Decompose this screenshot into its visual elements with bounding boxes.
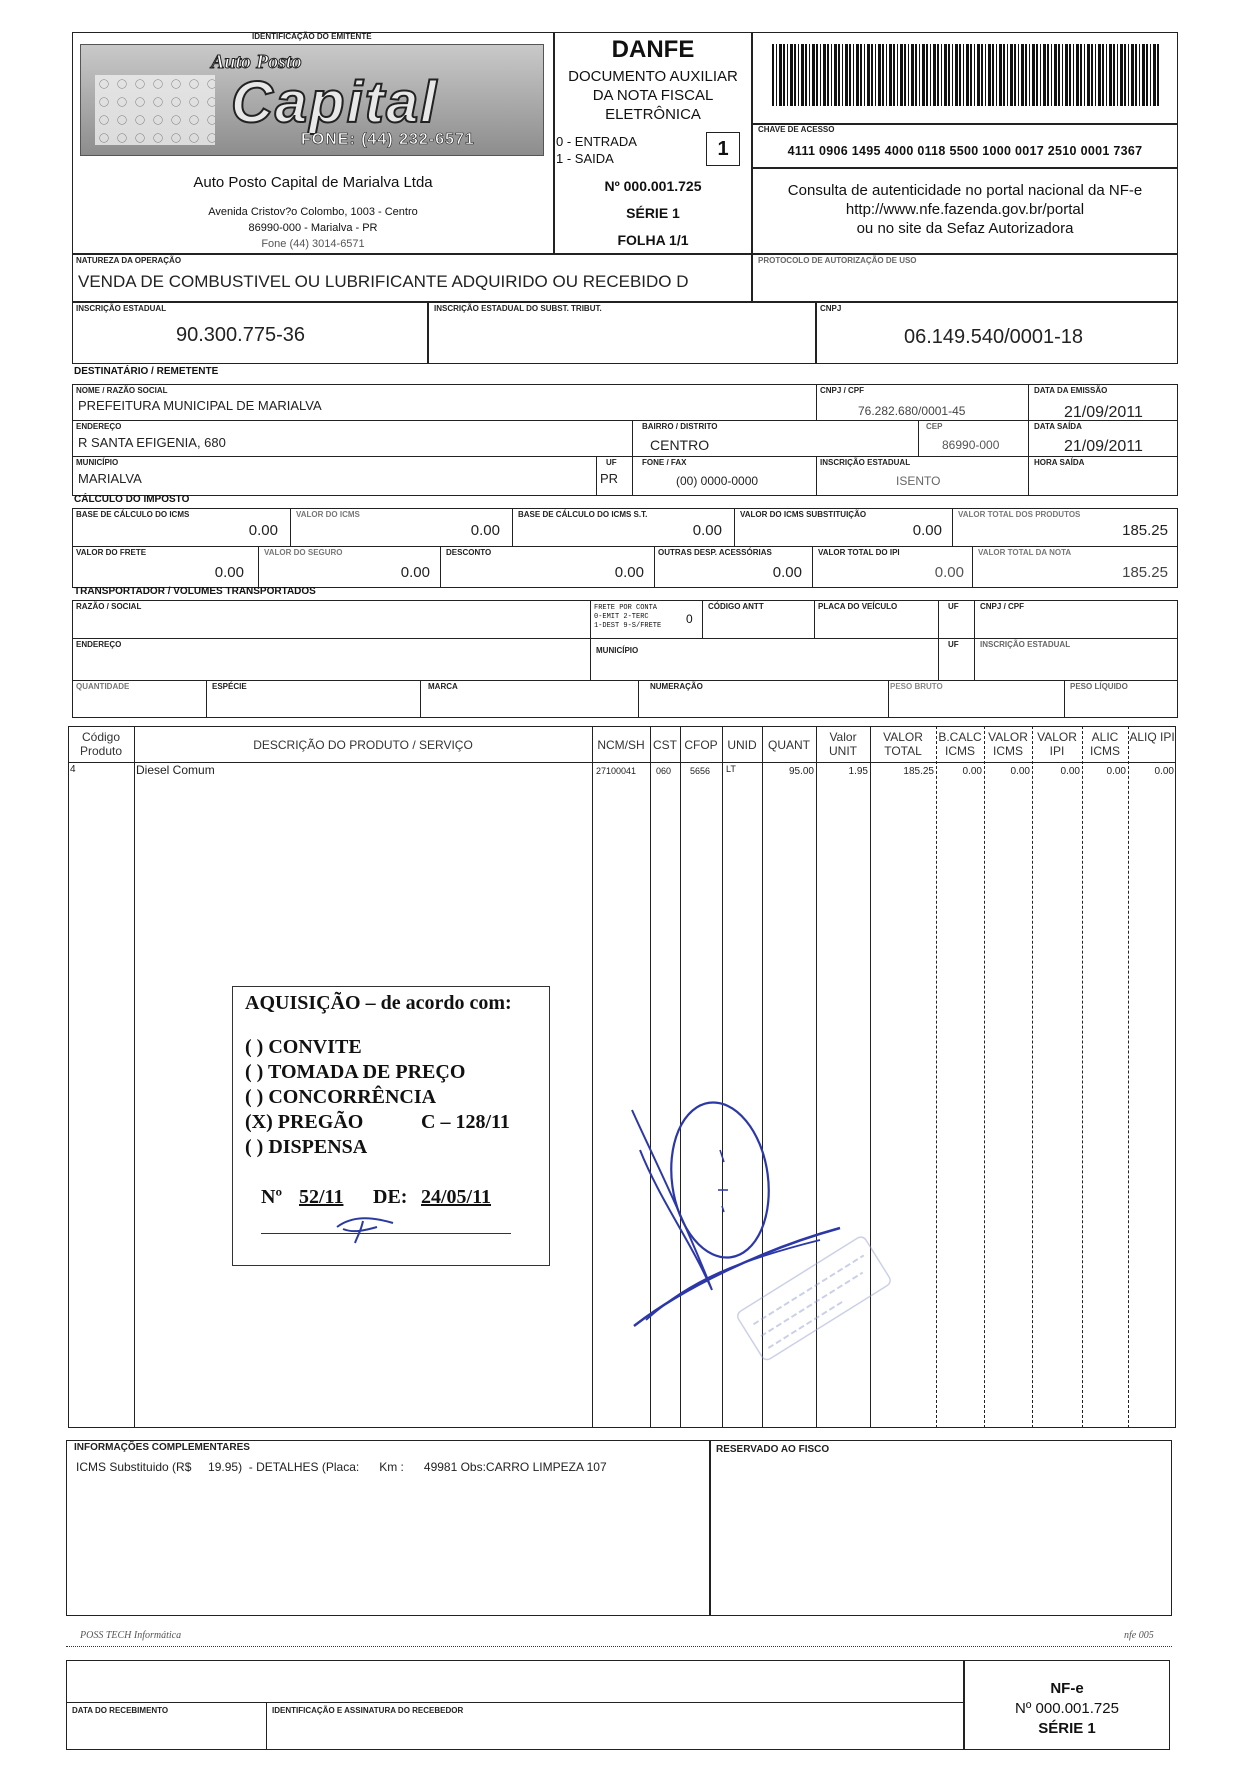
transp-col-5 [974, 600, 975, 680]
th-valor-icms: VALOR ICMS [988, 730, 1028, 758]
cell-valor-total: 185.25 [903, 766, 934, 777]
protocolo-label: PROTOCOLO DE AUTORIZAÇÃO DE USO [758, 256, 917, 265]
bc-st-label: BASE DE CÁLCULO DO ICMS S.T. [518, 510, 648, 519]
cell-valor-ipi: 0.00 [1060, 766, 1080, 777]
cell-quant: 95.00 [788, 766, 814, 777]
th-alic-icms: ALIC ICMS [1090, 730, 1120, 758]
receb-ident-label: IDENTIFICAÇÃO E ASSINATURA DO RECEBEDOR [272, 1706, 464, 1715]
qtd-label: QUANTIDADE [76, 682, 130, 691]
transp-col-10 [1064, 680, 1065, 718]
dest-cnpj-label: CNPJ / CPF [820, 386, 865, 395]
th-cfop: CFOP [684, 738, 718, 752]
dest-ie-label: INSCRIÇÃO ESTADUAL [820, 458, 911, 467]
th-valor-unit: Valor UNIT [829, 730, 857, 758]
info-label: INFORMAÇÕES COMPLEMENTARES [74, 1442, 250, 1453]
dest-bairro-label: BAIRRO / DISTRITO [642, 422, 718, 431]
th-ncm: NCM/SH [597, 738, 645, 752]
info-text: ICMS Substituido (R$ 19.95) - DETALHES (Placa: Km : 49981 Obs:CARRO LIMPEZA 107 [76, 1460, 607, 1474]
dest-endereco-label: ENDEREÇO [76, 422, 122, 431]
transp-col-2 [702, 600, 703, 638]
th-descricao: DESCRIÇÃO DO PRODUTO / SERVIÇO [253, 738, 473, 752]
danfe-subtitle-3: ELETRÔNICA [605, 106, 701, 123]
dest-saida-label: DATA SAÍDA [1034, 422, 1082, 431]
stamp-de: 24/05/11 [421, 1186, 492, 1208]
transp-col-3 [814, 600, 815, 638]
dest-municipio: MARIALVA [78, 471, 142, 486]
th-codigo: Código Produto [79, 730, 123, 758]
stamp-title: AQUISIÇÃO – de acordo com: [245, 992, 512, 1014]
seguro-label: VALOR DO SEGURO [264, 548, 343, 557]
stamp-num: 52/11 [299, 1186, 344, 1208]
stamp-opt-convite: ( ) CONVITE [245, 1036, 362, 1058]
transp-row-line-2 [72, 680, 1178, 681]
frete-conta-3: 1-DEST 9-S/FRETE [594, 622, 662, 630]
peso-bruto-label: PESO BRUTO [890, 682, 943, 691]
emitter-label: IDENTIFICAÇÃO DO EMITENTE [252, 32, 372, 41]
desconto-label: DESCONTO [446, 548, 492, 557]
items-col-2 [592, 726, 593, 1428]
items-col-1 [134, 726, 135, 1428]
dest-col-line-3 [632, 420, 633, 456]
stamp-pregao-ref: C – 128/11 [421, 1111, 510, 1133]
cell-cst: 060 [656, 766, 672, 776]
imposto-row-line [72, 546, 1178, 547]
dest-cep-label: CEP [926, 422, 943, 431]
imposto-col-8 [812, 546, 813, 588]
imposto-col-9 [972, 546, 973, 588]
th-unid: UNID [727, 738, 757, 752]
danfe-title: DANFE [611, 36, 695, 63]
ipi-value: 0.00 [934, 564, 964, 581]
dest-hora-label: HORA SAÍDA [1034, 458, 1085, 467]
stamp-opt-pregao: (X) PREGÃO [245, 1111, 364, 1133]
frete-conta-value: 0 [686, 612, 693, 626]
v-prod-label: VALOR TOTAL DOS PRODUTOS [958, 510, 1081, 519]
outras-value: 0.00 [772, 564, 802, 581]
items-col-9 [936, 726, 937, 1428]
chave-label: CHAVE DE ACESSO [758, 125, 835, 134]
cell-codigo: 4 [70, 764, 76, 775]
form-code: nfe 005 [1124, 1630, 1154, 1641]
transp-municipio-label: MUNICÍPIO [596, 646, 639, 655]
dest-ie: ISENTO [896, 474, 941, 488]
dest-uf-label: UF [606, 458, 617, 467]
marca-label: MARCA [428, 682, 458, 691]
th-cst: CST [653, 738, 677, 752]
dest-nome-label: NOME / RAZÃO SOCIAL [76, 386, 168, 395]
dest-nome: PREFEITURA MUNICIPAL DE MARIALVA [78, 398, 322, 413]
cell-ncm: 27100041 [596, 766, 637, 776]
imposto-col-2 [512, 508, 513, 546]
dest-row-line-2 [72, 456, 1178, 457]
fisco-label: RESERVADO AO FISCO [716, 1444, 830, 1455]
dest-fone-label: FONE / FAX [642, 458, 687, 467]
consulta-line-1: Consulta de autenticidade no portal nacional da NF-e [787, 182, 1143, 199]
stamp-num-label: Nº [261, 1186, 283, 1208]
cnpj-label: CNPJ [820, 304, 842, 313]
dest-uf: PR [600, 471, 619, 486]
emitter-address: Avenida Cristov?o Colombo, 1003 - Centro [208, 206, 418, 218]
dest-cep: 86990-000 [942, 438, 1000, 452]
frete-label: VALOR DO FRETE [76, 548, 147, 557]
dest-bairro: CENTRO [650, 437, 710, 453]
nota-label: VALOR TOTAL DA NOTA [978, 548, 1072, 557]
peso-liquido-label: PESO LÍQUIDO [1070, 682, 1128, 691]
tipo-box: 1 [706, 132, 740, 166]
emitter-city: 86990-000 - Marialva - PR [248, 222, 378, 234]
cut-line [66, 1646, 1172, 1647]
numeracao-label: NUMERAÇÃO [650, 682, 703, 691]
th-aliq-ipi: ALIQ IPI [1129, 730, 1175, 744]
natureza-value: VENDA DE COMBUSTIVEL OU LUBRIFICANTE ADQUIRIDO OU RECEBIDO D [78, 272, 689, 291]
ipi-label: VALOR TOTAL DO IPI [818, 548, 900, 557]
frete-conta-1: FRETE POR CONTA [594, 604, 658, 612]
transp-col-8 [638, 680, 639, 718]
stamp-opt-tomada: ( ) TOMADA DE PREÇO [245, 1061, 466, 1083]
dest-endereco: R SANTA EFIGENIA, 680 [78, 435, 226, 450]
dest-emissao-label: DATA DA EMISSÃO [1034, 386, 1108, 395]
bc-icms-value: 0.00 [248, 522, 278, 539]
v-st-label: VALOR DO ICMS SUBSTITUIÇÃO [740, 510, 867, 519]
receipt-divider [266, 1702, 267, 1750]
stamp-opt-dispensa: ( ) DISPENSA [245, 1136, 368, 1158]
software-footer: POSS TECH Informática [80, 1630, 182, 1641]
cell-unid: LT [726, 764, 736, 774]
barcode [772, 44, 1160, 106]
entrada-label: 0 - ENTRADA [556, 134, 637, 149]
th-valor-total: VALOR TOTAL [883, 730, 923, 758]
logo-phone-text: FONE: (44) 232-6571 [301, 131, 475, 148]
ie-label: INSCRIÇÃO ESTADUAL [76, 304, 167, 313]
cell-valor-icms: 0.00 [1010, 766, 1030, 777]
imposto-section-title: CÁLCULO DO IMPOSTO [74, 494, 190, 505]
items-col-10 [984, 726, 985, 1428]
v-icms-value: 0.00 [470, 522, 500, 539]
consulta-line-2: http://www.nfe.fazenda.gov.br/portal [845, 201, 1085, 218]
nota-value: 185.25 [1122, 564, 1168, 581]
dest-municipio-label: MUNICÍPIO [76, 458, 119, 467]
dest-row-line-1 [72, 420, 1178, 421]
danfe-number: Nº 000.001.725 [604, 178, 702, 194]
items-header-line [68, 762, 1176, 763]
stamp-initials-signature [333, 1205, 413, 1245]
outras-label: OUTRAS DESP. ACESSÓRIAS [658, 548, 772, 557]
chave-value: 4111 0906 1495 4000 0118 5500 1000 0017 2510 0001 7367 [787, 144, 1143, 158]
transp-uf-label: UF [948, 602, 959, 611]
v-st-value: 0.00 [912, 522, 942, 539]
dest-col-line-4 [918, 420, 919, 456]
receipt-nfe: NF-e [1050, 1680, 1084, 1697]
th-quant: QUANT [768, 738, 810, 752]
emitter-name: Auto Posto Capital de Marialva Ltda [193, 174, 433, 191]
dest-col-line-2 [1028, 384, 1029, 496]
transp-col-1 [590, 600, 591, 680]
danfe-subtitle-2: DA NOTA FISCAL [592, 87, 714, 104]
bc-icms-label: BASE DE CÁLCULO DO ICMS [76, 510, 190, 519]
receipt-numero: Nº 000.001.725 [1015, 1700, 1119, 1717]
ie-value: 90.300.775-36 [176, 324, 306, 346]
transp-row-line-1 [72, 638, 1178, 639]
ie-st-label: INSCRIÇÃO ESTADUAL DO SUBST. TRIBUT. [434, 304, 602, 313]
stamp-opt-concorrencia: ( ) CONCORRÊNCIA [245, 1086, 437, 1108]
th-bcalc-icms: B.CALC ICMS [938, 730, 982, 758]
antt-label: CÓDIGO ANTT [708, 602, 764, 611]
danfe-subtitle-1: DOCUMENTO AUXILIAR [568, 68, 738, 85]
saida-label: 1 - SAIDA [556, 151, 614, 166]
especie-label: ESPÉCIE [212, 682, 247, 691]
company-logo [80, 44, 544, 156]
transp-col-6 [206, 680, 207, 718]
imposto-col-1 [290, 508, 291, 546]
receb-date-label: DATA DO RECEBIMENTO [72, 1706, 169, 1715]
logo-main-text: Capital [231, 70, 439, 135]
items-col-13 [1128, 726, 1129, 1428]
seguro-value: 0.00 [400, 564, 430, 581]
transp-section-title: TRANSPORTADOR / VOLUMES TRANSPORTADOS [74, 586, 316, 597]
natureza-label: NATUREZA DA OPERAÇÃO [76, 256, 182, 265]
transp-col-7 [420, 680, 421, 718]
dest-cnpj: 76.282.680/0001-45 [858, 404, 966, 418]
placa-label: PLACA DO VEÍCULO [818, 602, 898, 611]
imposto-col-6 [440, 546, 441, 588]
transp-endereco-label: ENDEREÇO [76, 640, 122, 649]
frete-value: 0.00 [214, 564, 244, 581]
dest-fone: (00) 0000-0000 [676, 474, 759, 488]
cell-bcalc-icms: 0.00 [962, 766, 982, 777]
receipt-line [66, 1702, 964, 1703]
transp-col-4 [938, 600, 939, 680]
th-valor-ipi: VALOR IPI [1037, 730, 1077, 758]
emitter-phone: Fone (44) 3014-6571 [261, 238, 365, 250]
items-col-12 [1082, 726, 1083, 1428]
bc-st-value: 0.00 [692, 522, 722, 539]
cell-descricao: Diesel Comum [136, 763, 215, 777]
v-icms-label: VALOR DO ICMS [296, 510, 360, 519]
cell-cfop: 5656 [690, 766, 711, 776]
cnpj-value: 06.149.540/0001-18 [904, 326, 1084, 348]
cell-aliq-ipi: 0.00 [1154, 766, 1174, 777]
imposto-col-4 [952, 508, 953, 546]
cell-alic-icms: 0.00 [1106, 766, 1126, 777]
imposto-col-7 [654, 546, 655, 588]
receipt-box [66, 1660, 964, 1750]
imposto-col-3 [734, 508, 735, 546]
danfe-serie: SÉRIE 1 [626, 205, 680, 221]
transp-ie-label: INSCRIÇÃO ESTADUAL [980, 640, 1071, 649]
dest-emissao: 21/09/2011 [1064, 404, 1143, 421]
v-prod-value: 185.25 [1122, 522, 1168, 539]
official-seal-stamp [720, 1230, 910, 1370]
danfe-folha: FOLHA 1/1 [617, 232, 689, 248]
logo-top-text: Auto Posto [211, 51, 302, 73]
transp-col-9 [888, 680, 889, 718]
dest-col-line-5 [596, 456, 597, 496]
logo-grapes-icon [95, 75, 215, 145]
transp-razao-label: RAZÃO / SOCIAL [76, 602, 142, 611]
dest-col-line-1 [816, 384, 817, 420]
transp-cnpj-label: CNPJ / CPF [980, 602, 1025, 611]
consulta-line-3: ou no site da Sefaz Autorizadora [856, 220, 1074, 237]
dest-col-line-7 [816, 456, 817, 496]
dest-col-line-6 [632, 456, 633, 496]
fisco-box [710, 1440, 1172, 1616]
acquisition-stamp [232, 986, 550, 1266]
cell-valor-unit: 1.95 [848, 766, 868, 777]
frete-conta-2: 0-EMIT 2-TERC [594, 613, 649, 621]
desconto-value: 0.00 [614, 564, 644, 581]
dest-section-title: DESTINATÁRIO / REMETENTE [74, 366, 219, 377]
dest-saida: 21/09/2011 [1064, 438, 1143, 455]
stamp-de-label: DE: [373, 1186, 408, 1208]
imposto-col-5 [258, 546, 259, 588]
receipt-serie: SÉRIE 1 [1038, 1720, 1096, 1737]
items-col-11 [1032, 726, 1033, 1428]
transp-uf2-label: UF [948, 640, 959, 649]
